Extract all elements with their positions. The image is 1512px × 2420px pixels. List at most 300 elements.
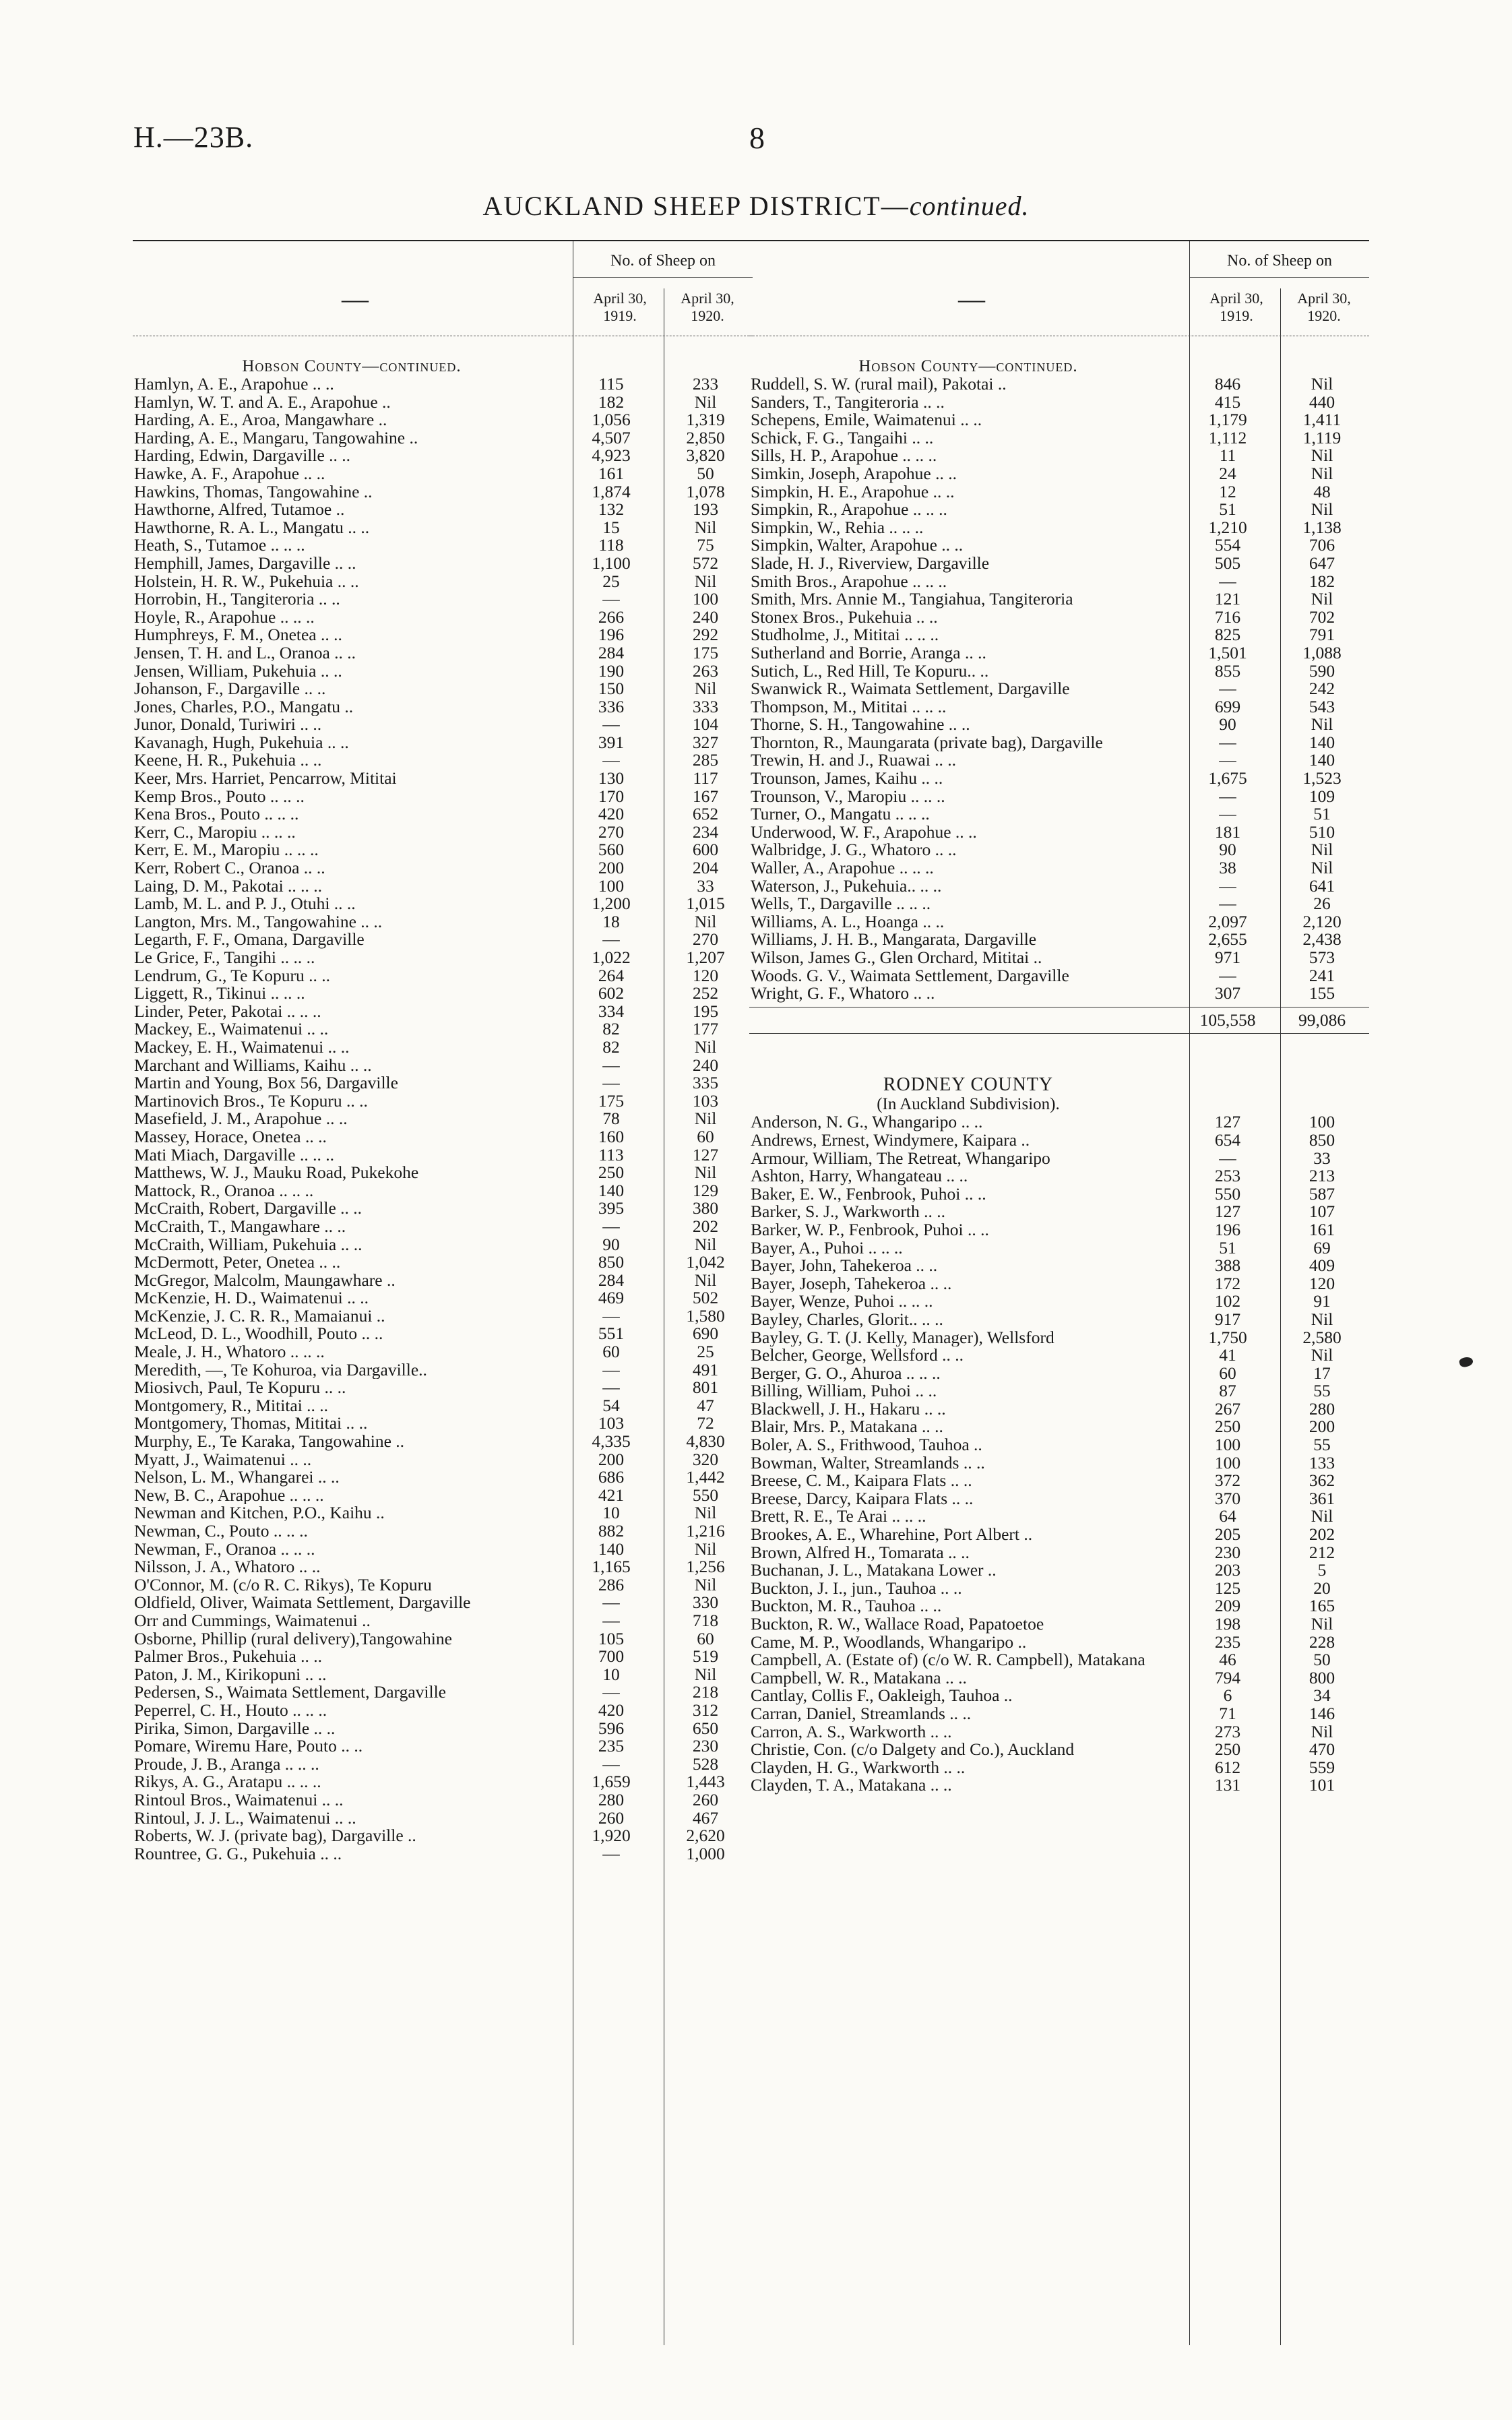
sheep-1919-cell: 1,056 [592, 410, 631, 430]
sheep-1919-cell: 41 [1219, 1345, 1236, 1365]
sheep-1919-cell: 4,923 [592, 445, 631, 466]
owner-name-cell: McCraith, T., Mangawhare .. .. [134, 1217, 346, 1236]
sheep-1919-cell: 1,165 [592, 1557, 631, 1577]
table-row [133, 609, 753, 627]
table-row [133, 1648, 753, 1666]
table-row [749, 1723, 1369, 1741]
sheep-1919-cell: 12 [1219, 481, 1236, 501]
table-row [133, 1128, 753, 1146]
sheep-1920-cell: 702 [1309, 607, 1335, 627]
table-row [133, 1074, 753, 1092]
owner-name-cell: Christie, Con. (c/o Dalgety and Co.), Auckland [751, 1741, 1075, 1759]
table-row [133, 1791, 753, 1809]
sheep-1919-cell: 250 [598, 1162, 625, 1183]
table-row [133, 411, 753, 429]
sheep-1919-cell: 2,655 [1208, 929, 1247, 950]
sheep-1919-cell: 90 [602, 1234, 620, 1254]
sheep-1919-cell: 264 [598, 965, 625, 985]
owner-name-cell: Waller, A., Arapohue .. .. .. [751, 859, 934, 877]
owner-name-cell: Ruddell, S. W. (rural mail), Pakotai .. [751, 375, 1007, 394]
sheep-1920-cell: Nil [694, 1270, 717, 1290]
sheep-1920-cell: Nil [694, 911, 717, 931]
total-1919: 105,558 [1199, 1010, 1256, 1030]
sheep-1919-cell: 284 [598, 642, 625, 662]
table-row [749, 1185, 1369, 1204]
sheep-1920-cell: 103 [692, 1090, 719, 1111]
owner-name-cell: Swanwick R., Waimata Settlement, Dargaville [751, 680, 1070, 698]
sheep-1919-cell: 1,659 [592, 1772, 631, 1792]
owner-name-cell: Rintoul Bros., Waimatenui .. .. [134, 1791, 344, 1809]
sheep-1920-cell: 109 [1309, 786, 1335, 806]
sheep-1919-cell: 127 [1214, 1202, 1241, 1222]
owner-name-cell: Lendrum, G., Te Kopuru .. .. [134, 966, 330, 985]
table-row [133, 1289, 753, 1307]
sheep-1919-cell: 113 [598, 1144, 624, 1165]
table-row [133, 1253, 753, 1272]
owner-name-cell: Osborne, Phillip (rural delivery),Tangowahine [134, 1630, 452, 1648]
table-row [133, 877, 753, 896]
owner-name-cell: Simpkin, W., Rehia .. .. .. [751, 518, 924, 537]
sheep-1919-cell: 18 [602, 911, 620, 931]
page-number: 8 [749, 121, 765, 155]
owner-name-cell: Billing, William, Puhoi .. .. [751, 1382, 937, 1400]
owner-name-cell: Schepens, Emile, Waimatenui .. .. [751, 411, 982, 429]
owner-name-cell: Trounson, James, Kaihu .. .. [751, 770, 943, 788]
table-row [749, 1651, 1369, 1669]
sheep-1920-cell: 690 [692, 1324, 719, 1344]
table-row [749, 1561, 1369, 1580]
table-row [133, 375, 753, 394]
table-row [749, 644, 1369, 662]
sheep-1920-cell: Nil [694, 571, 717, 591]
sheep-1919-cell: — [602, 1216, 620, 1236]
owner-name-cell: Palmer Bros., Pukehuia .. .. [134, 1648, 323, 1666]
table-row [749, 1508, 1369, 1526]
sheep-1920-cell: 1,216 [686, 1521, 725, 1541]
sheep-1919-cell: 82 [602, 1019, 620, 1039]
sheep-1920-cell: 55 [1313, 1381, 1331, 1401]
sheep-count-label: No. of Sheep on [573, 252, 753, 278]
table-row [133, 805, 753, 824]
sheep-1919-cell: 280 [598, 1789, 625, 1809]
table-row [749, 698, 1369, 716]
sheep-1920-cell: 234 [692, 821, 719, 842]
sheep-1919-cell: 1,920 [592, 1826, 631, 1846]
table-row [133, 949, 753, 967]
sheep-1919-cell: 181 [1214, 821, 1241, 842]
table-row [749, 1759, 1369, 1777]
owner-name-cell: Murphy, E., Te Karaka, Tangowahine .. [134, 1433, 405, 1451]
table-row [749, 1311, 1369, 1329]
table-row [749, 429, 1369, 447]
header-dash: — [958, 284, 985, 314]
sheep-1920-cell: 573 [1309, 948, 1335, 967]
table-row [133, 1487, 753, 1505]
sheep-1919-cell: 200 [598, 1449, 625, 1469]
sheep-1920-cell: 543 [1309, 696, 1335, 716]
sheep-1920-cell: 69 [1313, 1237, 1331, 1258]
owner-name-cell: Hawthorne, R. A. L., Mangatu .. .. [134, 518, 370, 537]
sheep-1919-cell: 846 [1214, 374, 1241, 394]
sheep-1919-cell: — [1219, 894, 1236, 914]
owner-name-cell: Anderson, N. G., Whangaripo .. .. [751, 1113, 983, 1131]
table-row [133, 1522, 753, 1541]
sheep-1919-cell: 286 [598, 1574, 625, 1594]
sheep-1919-cell: 612 [1214, 1757, 1241, 1777]
sheep-1919-cell: 198 [1214, 1614, 1241, 1634]
sheep-1920-cell: 270 [692, 929, 719, 950]
sheep-1920-cell: 647 [1309, 553, 1335, 573]
sheep-1920-cell: 140 [1309, 732, 1335, 752]
table-row [133, 913, 753, 931]
owner-name-cell: Newman, C., Pouto .. .. .. [134, 1522, 308, 1541]
sheep-1919-cell: 90 [1219, 840, 1236, 860]
owner-name-cell: Underwood, W. F., Arapohue .. .. [751, 823, 977, 842]
owner-name-cell: Simkin, Joseph, Arapohue .. .. [751, 464, 957, 483]
table-row [749, 821, 1369, 842]
sheep-1920-cell: 1,000 [686, 1843, 725, 1863]
sheep-1920-cell: Nil [1311, 714, 1333, 735]
owner-name-cell: Kena Bros., Pouto .. .. .. [134, 805, 299, 824]
owner-name-cell: Roberts, W. J. (private bag), Dargaville .. [134, 1827, 416, 1845]
sheep-1920-cell: 107 [1309, 1202, 1335, 1222]
title-main: AUCKLAND SHEEP DISTRICT— [482, 191, 910, 221]
owner-name-cell: Thompson, M., Mititai .. .. .. [751, 697, 947, 716]
sheep-1919-cell: 336 [598, 696, 625, 716]
table-row [749, 949, 1369, 967]
sheep-1919-cell: 391 [598, 732, 625, 752]
sheep-1919-cell: 334 [598, 1001, 625, 1021]
sheep-1920-cell: Nil [1311, 1506, 1333, 1526]
sheep-1919-cell: 372 [1214, 1470, 1241, 1491]
sheep-1920-cell: 641 [1309, 875, 1335, 896]
sheep-1919-cell: 1,210 [1208, 517, 1247, 537]
sheep-1920-cell: 127 [692, 1144, 719, 1165]
owner-name-cell: Rountree, G. G., Pukehuia .. .. [134, 1844, 342, 1863]
sheep-1919-cell: — [602, 589, 620, 609]
sheep-1920-cell: Nil [694, 392, 717, 412]
owner-name-cell: Smith Bros., Arapohue .. .. .. [751, 572, 947, 591]
owner-name-cell: Brett, R. E., Te Arai .. .. .. [751, 1508, 926, 1526]
owner-name-cell: Simpkin, Walter, Arapohue .. .. [751, 536, 964, 555]
sheep-1919-cell: 686 [598, 1467, 625, 1487]
owner-name-cell: Proude, J. B., Aranga .. .. .. [134, 1755, 319, 1774]
year-1920-header: April 30, 1920. [1297, 290, 1351, 324]
sheep-1920-cell: 361 [1309, 1488, 1335, 1508]
sheep-1920-cell: Nil [1311, 840, 1333, 860]
sheep-1919-cell: 550 [1214, 1183, 1241, 1204]
table-row [749, 447, 1369, 465]
sheep-1919-cell: 25 [602, 571, 620, 591]
owner-name-cell: Turner, O., Mangatu .. .. .. [751, 805, 930, 824]
owner-name-cell: McCraith, William, Pukehuia .. .. [134, 1235, 363, 1254]
owner-name-cell: McLeod, D. L., Woodhill, Pouto .. .. [134, 1325, 383, 1344]
owner-name-cell: Trounson, V., Maropiu .. .. .. [751, 787, 945, 806]
left-table [133, 240, 753, 1863]
sheep-1920-cell: 801 [692, 1377, 719, 1398]
owner-name-cell: McGregor, Malcolm, Maungawhare .. [134, 1271, 396, 1290]
table-row [749, 1203, 1369, 1221]
owner-name-cell: Thorne, S. H., Tangowahine .. .. [751, 716, 970, 734]
owner-name-cell: Myatt, J., Waimatenui .. .. [134, 1450, 312, 1469]
table-row [749, 1436, 1369, 1454]
table-row [133, 1218, 753, 1236]
table-row [133, 1397, 753, 1415]
owner-name-cell: McKenzie, H. D., Waimatenui .. .. [134, 1289, 369, 1307]
table-row [133, 734, 753, 752]
owner-name-cell: Le Grice, F., Tangihi .. .. .. [134, 949, 315, 967]
sheep-1919-cell: 716 [1214, 607, 1241, 627]
sheep-1919-cell: 10 [602, 1503, 620, 1523]
table-row [749, 662, 1369, 681]
table-row [133, 1558, 753, 1576]
table-row [133, 1630, 753, 1648]
sheep-1919-cell: 850 [598, 1252, 625, 1272]
sheep-1920-cell: 167 [692, 786, 719, 806]
owner-name-cell: Harding, A. E., Mangaru, Tangowahine .. [134, 429, 418, 447]
sheep-1920-cell: 17 [1313, 1363, 1331, 1383]
sheep-1919-cell: 11 [1219, 445, 1236, 466]
sheep-1919-cell: 196 [1214, 1219, 1241, 1239]
table-row [133, 1468, 753, 1487]
sheep-1920-cell: 182 [1309, 571, 1335, 591]
table-row [749, 1472, 1369, 1490]
sheep-1919-cell: 200 [598, 858, 625, 878]
table-row [133, 841, 753, 859]
sheep-1920-cell: 33 [1313, 1148, 1331, 1168]
sheep-1920-cell: 491 [692, 1359, 719, 1379]
sheep-1920-cell: 25 [697, 1342, 714, 1362]
sheep-1920-cell: 242 [1309, 679, 1335, 699]
sheep-1920-cell: Nil [1311, 374, 1333, 394]
table-row [133, 770, 753, 788]
table-row [133, 1038, 753, 1057]
sheep-1920-cell: 335 [692, 1073, 719, 1093]
table-row [749, 536, 1369, 555]
sheep-1919-cell: 161 [598, 463, 625, 483]
sheep-1919-cell: 307 [1214, 983, 1241, 1003]
sheep-1919-cell: 235 [598, 1736, 625, 1756]
sheep-1920-cell: 706 [1309, 535, 1335, 555]
owner-name-cell: Jones, Charles, P.O., Mangatu .. [134, 697, 354, 716]
sheep-1920-cell: 228 [1309, 1632, 1335, 1652]
right-table-header [749, 240, 1369, 336]
table-row [133, 1702, 753, 1720]
owner-name-cell: Orr and Cummings, Waimatenui .. [134, 1611, 371, 1630]
sheep-1920-cell: 120 [1309, 1273, 1335, 1293]
sheep-1919-cell: 4,507 [592, 427, 631, 447]
table-row [749, 680, 1369, 698]
table-row [133, 751, 753, 770]
table-row [749, 1400, 1369, 1419]
table-row [749, 1526, 1369, 1544]
sheep-1919-cell: 127 [1214, 1112, 1241, 1132]
sheep-1919-cell: 420 [598, 1700, 625, 1720]
table-row [749, 859, 1369, 877]
table-row [133, 1379, 753, 1397]
sheep-1920-cell: 327 [692, 732, 719, 752]
sheep-1919-cell: 1,022 [592, 948, 631, 967]
table-row [749, 1669, 1369, 1687]
owner-name-cell: Newman and Kitchen, P.O., Kaihu .. [134, 1504, 385, 1522]
owner-name-cell: Cantlay, Collis F., Oakleigh, Tauhoa .. [751, 1687, 1013, 1705]
sheep-1920-cell: Nil [1311, 1721, 1333, 1741]
sheep-1919-cell: — [602, 750, 620, 770]
sheep-1919-cell: 102 [1214, 1291, 1241, 1311]
sheep-1919-cell: 78 [602, 1109, 620, 1129]
owner-name-cell: Breese, Darcy, Kaipara Flats .. .. [751, 1489, 974, 1508]
sheep-1920-cell: 2,620 [686, 1826, 725, 1846]
year-1920-header: April 30, 1920. [681, 290, 734, 324]
sheep-1920-cell: 252 [692, 983, 719, 1003]
owner-name-cell: Bowman, Walter, Streamlands .. .. [751, 1454, 985, 1472]
table-row [749, 626, 1369, 644]
owner-name-cell: Langton, Mrs. M., Tangowahine .. .. [134, 912, 383, 931]
sheep-1920-cell: Nil [1311, 589, 1333, 609]
sheep-1920-cell: 2,850 [686, 427, 725, 447]
section-heading: Hobson County—continued. [242, 357, 462, 375]
sheep-1919-cell: 6 [1223, 1685, 1232, 1706]
title-continued: continued. [909, 191, 1030, 221]
sheep-1919-cell: 130 [598, 768, 625, 788]
owner-name-cell: Baker, E. W., Fenbrook, Puhoi .. .. [751, 1185, 986, 1204]
owner-name-cell: Brown, Alfred H., Tomarata .. .. [751, 1543, 970, 1562]
owner-name-cell: Matthews, W. J., Mauku Road, Pukekohe [134, 1164, 419, 1182]
sheep-1919-cell: 131 [1214, 1775, 1241, 1795]
sheep-1919-cell: 196 [598, 625, 625, 645]
owner-name-cell: Pedersen, S., Waimata Settlement, Dargaville [134, 1683, 446, 1702]
sheep-1919-cell: 87 [1219, 1381, 1236, 1401]
owner-name-cell: Meredith, —, Te Kohuroa, via Dargaville.. [134, 1361, 427, 1379]
table-row [133, 680, 753, 698]
sheep-1919-cell: — [1219, 571, 1236, 591]
table-row [749, 1418, 1369, 1436]
sheep-1919-cell: — [602, 1610, 620, 1630]
owner-name-cell: Keene, H. R., Pukehuia .. .. [134, 751, 322, 770]
table-row [749, 931, 1369, 949]
owner-name-cell: Carron, A. S., Warkworth .. .. [751, 1723, 952, 1741]
table-row [133, 1737, 753, 1756]
sheep-1920-cell: 528 [692, 1754, 719, 1774]
owner-name-cell: Hamlyn, W. T. and A. E., Arapohue .. [134, 393, 391, 412]
owner-name-cell: Hawthorne, Alfred, Tutamoe .. [134, 501, 345, 519]
sheep-1919-cell: 370 [1214, 1488, 1241, 1508]
table-row [749, 609, 1369, 627]
table-row [749, 716, 1369, 734]
table-row [749, 1580, 1369, 1598]
owner-name-cell: Trewin, H. and J., Ruawai .. .. [751, 751, 957, 770]
sheep-1919-cell: 209 [1214, 1596, 1241, 1616]
sheep-1920-cell: 850 [1309, 1129, 1335, 1150]
owner-name-cell: Legarth, F. F., Omana, Dargaville [134, 931, 365, 949]
owner-name-cell: Harding, Edwin, Dargaville .. .. [134, 447, 351, 465]
table-row [133, 1272, 753, 1290]
owner-name-cell: Stonex Bros., Pukehuia .. .. [751, 608, 938, 627]
table-row [133, 1020, 753, 1038]
owner-name-cell: Hoyle, R., Arapohue .. .. .. [134, 608, 315, 627]
owner-name-cell: Mackey, E. H., Waimatenui .. .. [134, 1038, 350, 1057]
sheep-1920-cell: 193 [692, 499, 719, 520]
table-row [749, 1365, 1369, 1383]
sheep-1920-cell: 1,319 [686, 410, 725, 430]
owner-name-cell: Kerr, E. M., Maropiu .. .. .. [134, 841, 319, 860]
owner-name-cell: Barker, S. J., Warkworth .. .. [751, 1203, 945, 1221]
sheep-1920-cell: 1,443 [686, 1772, 725, 1792]
sheep-1919-cell: 1,200 [592, 894, 631, 914]
owner-name-cell: Schick, F. G., Tangaihi .. .. [751, 429, 934, 447]
sheep-1919-cell: — [602, 1592, 620, 1613]
sheep-1920-cell: 140 [1309, 750, 1335, 770]
table-row [133, 501, 753, 519]
owner-name-cell: Simpkin, R., Arapohue .. .. .. [751, 501, 947, 519]
sheep-1919-cell: — [602, 1055, 620, 1075]
table-row [749, 411, 1369, 429]
sheep-1920-cell: 572 [692, 553, 719, 573]
sheep-1920-cell: 559 [1309, 1757, 1335, 1777]
total-row [749, 1007, 1369, 1034]
sheep-1920-cell: 104 [692, 714, 719, 735]
table-row [133, 895, 753, 913]
owner-name-cell: Belcher, George, Wellsford .. .. [751, 1346, 964, 1365]
table-row [749, 1131, 1369, 1150]
owner-name-cell: Williams, J. H. B., Mangarata, Dargaville [751, 931, 1037, 949]
sheep-1920-cell: Nil [694, 517, 717, 537]
owner-name-cell: Bayley, Charles, Glorit.. .. .. [751, 1310, 943, 1329]
owner-name-cell: Slade, H. J., Riverview, Dargaville [751, 554, 990, 573]
sheep-1919-cell: — [602, 1073, 620, 1093]
table-row [133, 859, 753, 877]
sheep-1920-cell: 409 [1309, 1255, 1335, 1276]
owner-name-cell: Masefield, J. M., Arapohue .. .. [134, 1110, 348, 1128]
table-row [749, 519, 1369, 537]
owner-name-cell: Armour, William, The Retreat, Whangaripo [751, 1149, 1050, 1168]
sheep-1920-cell: 202 [1309, 1524, 1335, 1545]
sheep-1919-cell: 140 [598, 1539, 625, 1559]
sheep-1919-cell: — [1219, 1148, 1236, 1168]
sheep-1919-cell: — [1219, 732, 1236, 752]
sheep-1920-cell: 1,078 [686, 481, 725, 501]
sheep-1919-cell: 24 [1219, 463, 1236, 483]
owner-name-cell: Pomare, Wiremu Hare, Pouto .. .. [134, 1737, 363, 1756]
sheep-1919-cell: — [602, 714, 620, 735]
rodney-county-heading: RODNEY COUNTY [883, 1074, 1054, 1096]
owner-name-cell: Bayley, G. T. (J. Kelly, Manager), Wellsford [751, 1328, 1054, 1347]
sheep-1920-cell: 213 [1309, 1166, 1335, 1186]
table-row [749, 1544, 1369, 1562]
table-row [749, 375, 1369, 394]
sheep-1919-cell: 121 [1214, 589, 1241, 609]
sheep-1920-cell: 5 [1317, 1560, 1327, 1580]
owner-name-cell: Breese, C. M., Kaipara Flats .. .. [751, 1472, 972, 1490]
owner-name-cell: Smith, Mrs. Annie M., Tangiahua, Tangiteroria [751, 590, 1073, 609]
sheep-1920-cell: 320 [692, 1449, 719, 1469]
table-row [749, 465, 1369, 483]
page-reference: H.—23B. [133, 121, 254, 154]
sheep-1919-cell: 260 [598, 1807, 625, 1828]
sheep-1920-cell: 260 [692, 1789, 719, 1809]
owner-name-cell: Kavanagh, Hugh, Pukehuia .. .. [134, 733, 349, 752]
owner-name-cell: Jensen, T. H. and L., Oranoa .. .. [134, 644, 356, 662]
owner-name-cell: Rintoul, J. J. L., Waimatenui .. .. [134, 1809, 356, 1828]
sheep-1919-cell: 170 [598, 786, 625, 806]
table-row [133, 931, 753, 949]
sheep-1920-cell: 1,411 [1302, 410, 1342, 430]
sheep-1920-cell: 202 [692, 1216, 719, 1236]
table-row [749, 1705, 1369, 1723]
owner-name-cell: Blair, Mrs. P., Matakana .. .. [751, 1418, 943, 1437]
table-row [133, 1182, 753, 1200]
sheep-1920-cell: 47 [697, 1395, 714, 1415]
